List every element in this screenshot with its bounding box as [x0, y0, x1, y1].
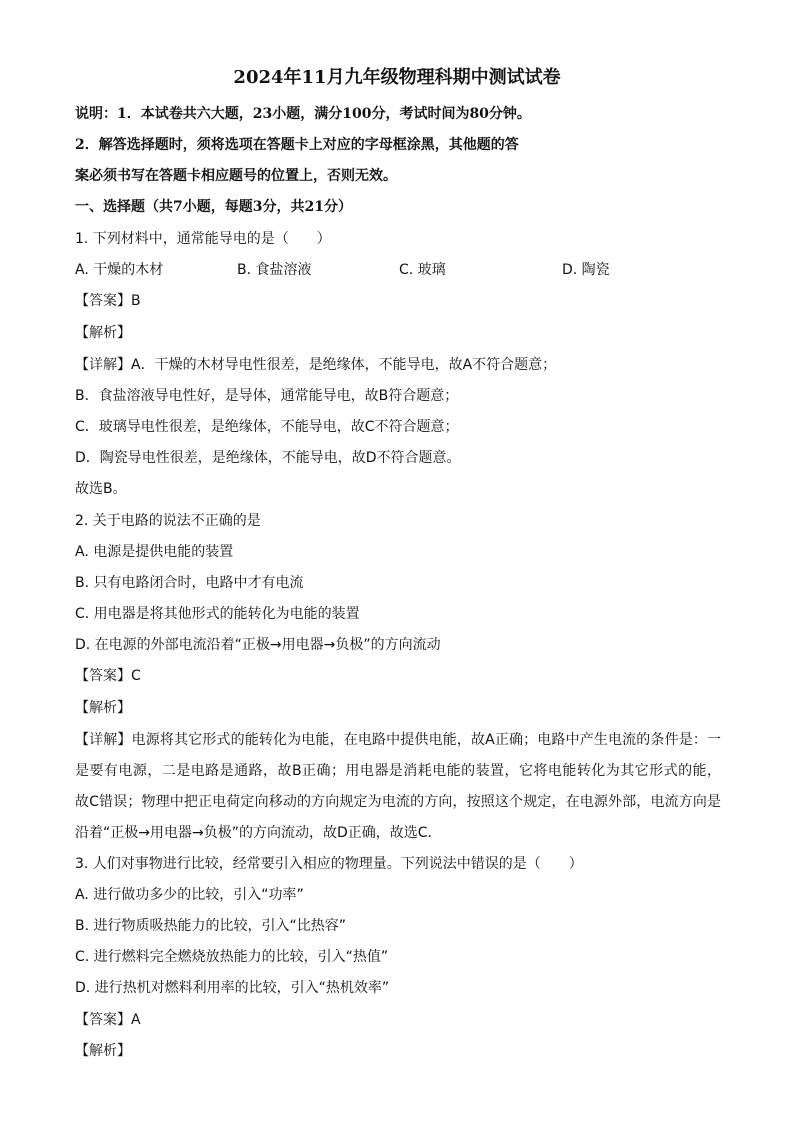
question-3-stem: 3. 人们对事物进行比较，经常要引入相应的物理量。下列说法中错误的是（ ）	[75, 856, 583, 872]
question-1-option-d: D. 陶瓷	[562, 262, 610, 278]
question-1-stem: 1. 下列材料中，通常能导电的是（ ）	[75, 231, 331, 247]
question-2-detail-line: 【详解】电源将其它形式的能转化为电能，在电路中提供电能，故A正确；电路中产生电流的条件是：一	[75, 732, 721, 748]
question-3-answer: 【答案】A	[75, 1012, 141, 1028]
question-2-detail-line: 故C错误；物理中把正电荷定向移动的方向规定为电流的方向，按照这个规定，在电源外部，电流方向是	[75, 794, 721, 810]
instruction-line-3: 案必须书写在答题卡相应题号的位置上，否则无效。	[75, 168, 397, 184]
instruction-line-1: 说明：1．本试卷共六大题，23小题，满分100分，考试时间为80分钟。	[75, 106, 531, 122]
question-1-detail-line: D．陶瓷导电性很差，是绝缘体，不能导电，故D不符合题意。	[75, 450, 461, 466]
question-3-analysis-label: 【解析】	[75, 1043, 131, 1059]
section-heading: 一、选择题（共7小题，每题3分，共21分）	[75, 199, 352, 215]
question-1-conclusion: 故选B。	[75, 481, 127, 497]
question-1-option-c: C. 玻璃	[399, 262, 446, 278]
question-1-answer: 【答案】B	[75, 293, 141, 309]
question-2-analysis-label: 【解析】	[75, 700, 131, 716]
question-1-option-a: A. 干燥的木材	[75, 262, 164, 278]
question-3-option-a: A. 进行做功多少的比较，引入“功率”	[75, 887, 304, 903]
question-1-detail-line: B．食盐溶液导电性好，是导体，通常能导电，故B符合题意；	[75, 388, 459, 404]
instruction-line-2: 2．解答选择题时，须将选项在答题卡上对应的字母框涂黑，其他题的答	[75, 137, 519, 153]
question-3-option-d: D. 进行热机对燃料利用率的比较，引入“热机效率”	[75, 980, 390, 996]
question-2-stem: 2. 关于电路的说法不正确的是	[75, 513, 261, 529]
question-1-analysis-label: 【解析】	[75, 325, 131, 341]
question-1-option-b: B. 食盐溶液	[237, 262, 312, 278]
question-3-option-c: C. 进行燃料完全燃烧放热能力的比较，引入“热值”	[75, 949, 389, 965]
question-2-detail-line: 沿着“正极→用电器→负极”的方向流动，故D正确，故选C．	[75, 825, 442, 841]
question-2-option-a: A. 电源是提供电能的装置	[75, 544, 234, 560]
question-3-option-b: B. 进行物质吸热能力的比较，引入“比热容”	[75, 918, 347, 934]
question-2-option-c: C. 用电器是将其他形式的能转化为电能的装置	[75, 606, 360, 622]
question-1-detail-line: C．玻璃导电性很差，是绝缘体，不能导电，故C不符合题意；	[75, 419, 459, 435]
question-2-option-d: D. 在电源的外部电流沿着“正极→用电器→负极”的方向流动	[75, 637, 441, 653]
page-title: 2024年11月九年级物理科期中测试试卷	[233, 67, 561, 88]
question-1-detail-line: 【详解】A．干燥的木材导电性很差，是绝缘体，不能导电，故A不符合题意；	[75, 357, 557, 373]
question-2-answer: 【答案】C	[75, 668, 141, 684]
question-2-detail-line: 是要有电源，二是电路是通路，故B正确；用电器是消耗电能的装置，它将电能转化为其它形式的能，	[75, 763, 721, 779]
question-2-option-b: B. 只有电路闭合时，电路中才有电流	[75, 575, 304, 591]
